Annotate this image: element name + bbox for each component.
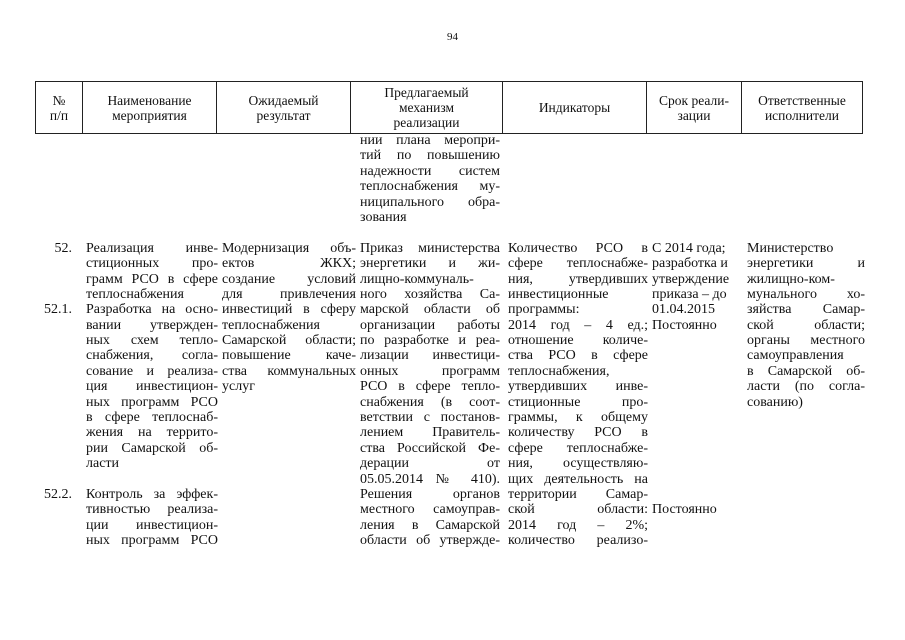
- cell-line: энергетики и жи-: [360, 256, 500, 272]
- cell-line: [30, 256, 72, 271]
- cell-line: Разработка на осно-: [86, 302, 218, 318]
- cell-line: теплоснабжения му-: [360, 179, 500, 195]
- cell-line: дерации от: [360, 456, 500, 472]
- cell-line: [30, 225, 72, 240]
- cell-line: 2014 год – 2%;: [508, 517, 648, 533]
- cell-line: [222, 210, 356, 225]
- cell-line: [30, 318, 72, 333]
- cell-line: [222, 148, 356, 163]
- cell-line: [30, 456, 72, 471]
- cell-line: теплоснабжения,: [508, 363, 610, 379]
- cell-line: [508, 210, 648, 225]
- cell-line: снабжения, согла-: [86, 348, 218, 364]
- cell-line: в сфере теплоснаб-: [86, 410, 218, 426]
- cell-line: [652, 472, 744, 487]
- cell-line: [222, 195, 356, 210]
- cell-line: [30, 472, 72, 487]
- cell-line: ного хозяйства Са-: [360, 286, 500, 302]
- column-expected-result: [222, 133, 356, 395]
- cell-line: [222, 179, 356, 194]
- header-mechanism: Предлагаемый механизм реализации: [350, 82, 502, 133]
- cell-line: надежности систем: [360, 163, 500, 179]
- cell-line: тий по повышению: [360, 148, 500, 164]
- cell-line: [360, 225, 500, 240]
- cell-line: органы местного: [747, 333, 865, 349]
- header-expected-result: Ожидаемый результат: [216, 82, 350, 133]
- cell-line: [652, 164, 744, 179]
- header-responsible: Ответственные исполнители: [741, 82, 863, 133]
- cell-line: [30, 441, 72, 456]
- cell-line: [652, 195, 744, 210]
- cell-line: [747, 164, 865, 179]
- cell-line: утверждение: [652, 271, 730, 287]
- page-number: 94: [447, 31, 458, 43]
- cell-line: [747, 210, 865, 225]
- cell-line: [30, 379, 72, 394]
- cell-line: [508, 225, 648, 240]
- cell-line: ласти: [86, 456, 120, 472]
- cell-line: [652, 225, 744, 240]
- cell-line: [652, 333, 744, 348]
- cell-line: ской области;: [747, 317, 865, 333]
- cell-line: самоуправления: [747, 348, 844, 364]
- cell-line: ской области:: [508, 502, 648, 518]
- cell-line: тивностью реализа-: [86, 502, 218, 518]
- cell-line: [30, 164, 72, 179]
- cell-line: количество реализо-: [508, 533, 648, 549]
- cell-line: создание условий: [222, 271, 356, 287]
- cell-line: зования: [360, 209, 407, 225]
- cell-line: [222, 164, 356, 179]
- cell-line: сование и реализа-: [86, 363, 218, 379]
- cell-line: [508, 179, 648, 194]
- cell-line: 05.05.2014 № 410).: [360, 471, 500, 487]
- cell-line: ния, утвердивших: [508, 271, 648, 287]
- cell-line: Реализация инве-: [86, 240, 218, 256]
- cell-line: [30, 148, 72, 163]
- cell-line: в Самарской об-: [747, 363, 865, 379]
- cell-line: лизации инвестици-: [360, 348, 500, 364]
- column-mechanism: [360, 133, 500, 549]
- cell-line: Самарской области;: [222, 333, 356, 349]
- cell-line: [508, 148, 648, 163]
- cell-line: ства РСО в сфере: [508, 348, 648, 364]
- cell-line: [86, 133, 218, 148]
- cell-line: [652, 210, 744, 225]
- cell-line: [222, 133, 356, 148]
- cell-line: 52.1.: [44, 302, 72, 318]
- cell-line: 52.2.: [44, 486, 72, 502]
- cell-line: граммы, к общему: [508, 410, 648, 426]
- cell-line: зяйства Самар-: [747, 302, 865, 318]
- cell-line: снабжения (в соот-: [360, 394, 500, 410]
- cell-line: [652, 379, 744, 394]
- cell-line: [30, 133, 72, 148]
- cell-line: для привлечения: [222, 286, 356, 302]
- cell-line: 2014 год – 4 ед.;: [508, 317, 648, 333]
- cell-line: [508, 164, 648, 179]
- cell-line: [30, 425, 72, 440]
- cell-line: [30, 210, 72, 225]
- cell-line: организации работы: [360, 317, 500, 333]
- table-header: [35, 81, 863, 134]
- cell-line: сфере теплоснабже-: [508, 256, 648, 272]
- cell-line: теплоснабжения: [86, 286, 184, 302]
- cell-line: стиционных про-: [86, 256, 218, 272]
- cell-line: [30, 179, 72, 194]
- cell-line: [747, 133, 865, 148]
- cell-line: ления в Самарской: [360, 517, 500, 533]
- cell-line: [30, 502, 72, 517]
- cell-line: [30, 348, 72, 363]
- cell-line: Постоянно: [652, 502, 717, 518]
- cell-line: Модернизация объ-: [222, 240, 356, 256]
- cell-line: [30, 410, 72, 425]
- cell-line: ветствии с постанов-: [360, 410, 500, 426]
- cell-line: [652, 364, 744, 379]
- cell-line: энергетики и: [747, 256, 865, 272]
- cell-line: [747, 179, 865, 194]
- cell-line: разработка и: [652, 256, 728, 272]
- cell-line: ных схем тепло-: [86, 333, 218, 349]
- cell-line: марской области об: [360, 302, 500, 318]
- cell-line: по разработке и реа-: [360, 333, 500, 349]
- cell-line: теплоснабжения: [222, 317, 320, 333]
- cell-line: отношение количе-: [508, 333, 648, 349]
- cell-line: рии Самарской об-: [86, 440, 218, 456]
- cell-line: территории Самар-: [508, 486, 648, 502]
- cell-line: сфере теплоснабже-: [508, 440, 648, 456]
- cell-line: РСО в сфере тепло-: [360, 379, 500, 395]
- cell-line: лищно-коммуналь-: [360, 271, 474, 287]
- cell-line: Постоянно: [652, 317, 717, 333]
- cell-line: [30, 395, 72, 410]
- column-activity-name: [86, 133, 218, 549]
- cell-line: [652, 441, 744, 456]
- cell-line: [652, 487, 744, 502]
- cell-line: [747, 195, 865, 210]
- cell-line: мунального хо-: [747, 286, 865, 302]
- cell-line: [747, 148, 865, 163]
- cell-line: грамм РСО в сфере: [86, 271, 218, 287]
- cell-line: [222, 225, 356, 240]
- cell-line: [30, 195, 72, 210]
- cell-line: [30, 533, 72, 548]
- cell-line: инвестиций в сферу: [222, 302, 356, 318]
- cell-line: ция инвестицион-: [86, 379, 218, 395]
- cell-line: [652, 148, 744, 163]
- cell-line: Приказ министерства: [360, 240, 500, 256]
- cell-line: [747, 225, 865, 240]
- cell-line: [86, 148, 218, 163]
- cell-line: местного самоуправ-: [360, 502, 500, 518]
- cell-line: [86, 164, 218, 179]
- cell-line: [86, 210, 218, 225]
- cell-line: области об утвержде-: [360, 533, 500, 549]
- cell-line: ния, осуществляю-: [508, 456, 648, 472]
- cell-line: жения на террито-: [86, 425, 218, 441]
- cell-line: [652, 133, 744, 148]
- cell-line: 52.: [54, 240, 72, 256]
- cell-line: количеству РСО в: [508, 425, 648, 441]
- cell-line: С 2014 года;: [652, 240, 726, 256]
- cell-line: вании утвержден-: [86, 317, 218, 333]
- cell-line: ниципального обра-: [360, 194, 500, 210]
- cell-line: [30, 364, 72, 379]
- cell-line: Решения органов: [360, 486, 500, 502]
- cell-line: [86, 225, 218, 240]
- column-responsible: [747, 133, 865, 410]
- cell-line: [86, 472, 218, 487]
- cell-line: [652, 395, 744, 410]
- header-activity-name: Наименование мероприятия: [82, 82, 216, 133]
- cell-line: [652, 348, 744, 363]
- cell-line: ных программ РСО: [86, 394, 218, 410]
- cell-line: [86, 195, 218, 210]
- cell-line: [508, 133, 648, 148]
- header-indicators: Индикаторы: [502, 82, 646, 133]
- header-term: Срок реали- зации: [646, 82, 741, 133]
- cell-line: ектов ЖКХ;: [222, 256, 356, 272]
- cell-line: программы:: [508, 302, 580, 318]
- cell-line: [508, 195, 648, 210]
- cell-line: жилищно-ком-: [747, 271, 835, 287]
- cell-line: [30, 272, 72, 287]
- cell-line: [30, 287, 72, 302]
- cell-line: [652, 179, 744, 194]
- cell-line: Количество РСО в: [508, 240, 648, 256]
- cell-line: инвестиционные: [508, 286, 609, 302]
- cell-line: 01.04.2015: [652, 302, 715, 318]
- cell-line: [30, 333, 72, 348]
- column-indicators: [508, 133, 648, 549]
- cell-line: ства Российской Фе-: [360, 440, 500, 456]
- cell-line: [30, 518, 72, 533]
- cell-line: ции инвестицион-: [86, 517, 218, 533]
- cell-line: онных программ: [360, 363, 500, 379]
- cell-line: [652, 425, 744, 440]
- column-number: [30, 133, 72, 549]
- cell-line: Министерство: [747, 240, 834, 256]
- cell-line: Контроль за эффек-: [86, 486, 218, 502]
- cell-line: ства коммунальных: [222, 363, 356, 379]
- cell-line: [652, 456, 744, 471]
- cell-line: повышение каче-: [222, 348, 356, 364]
- cell-line: стиционные про-: [508, 394, 648, 410]
- column-term: [652, 133, 744, 518]
- cell-line: [86, 179, 218, 194]
- cell-line: [652, 410, 744, 425]
- cell-line: лением Правитель-: [360, 425, 500, 441]
- cell-line: ных программ РСО: [86, 533, 218, 549]
- cell-line: приказа – до: [652, 286, 727, 302]
- cell-line: сованию): [747, 394, 803, 410]
- cell-line: услуг: [222, 379, 255, 395]
- cell-line: ласти (по согла-: [747, 379, 865, 395]
- cell-line: нии плана меропри-: [360, 133, 500, 148]
- cell-line: утвердивших инве-: [508, 379, 648, 395]
- header-number: № п/п: [35, 82, 82, 133]
- cell-line: щих деятельность на: [508, 471, 648, 487]
